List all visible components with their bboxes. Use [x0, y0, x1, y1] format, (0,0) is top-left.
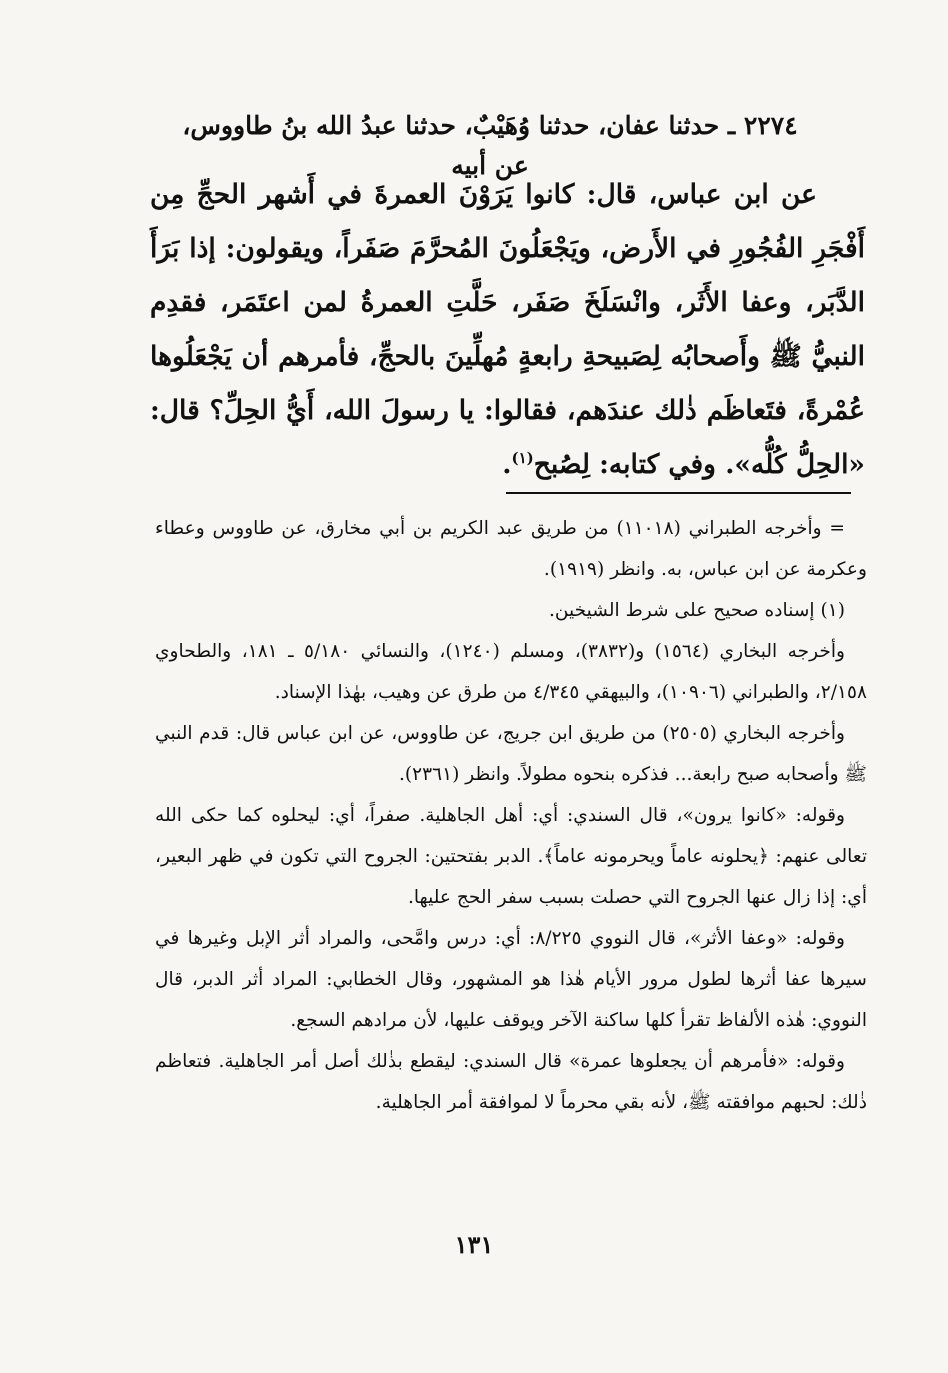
- footnote-separator: [506, 492, 851, 494]
- hadith-text: [150, 168, 865, 492]
- footnote-1-paragraph: وقوله: «كانوا يرون»، قال السندي: أي: أهل الجاهلية. صفراً، أي: ليحلوه كما حكى الله تعالى عنهم: ﴿يحلونه عاماً ويحرمونه عاماً﴾. الدبر بفتحتين: الجروح التي تكون في ظهر البعير، أي: إذا زال عنها الجروح التي حصلت بسبب سفر الحج عليها.: [155, 805, 867, 908]
- page-number: ١٣١: [454, 1230, 494, 1259]
- hadith-body: عن ابن عباس، قال: كانوا يَرَوْنَ العمرةَ في أَشهر الحجِّ مِن أَفْجَرِ الفُجُورِ في الأَرض، ويَجْعَلُونَ المُحرَّمَ صَفَراً، ويقولون: إذا بَرَأَ الدَّبَر، وعفا الأَثَر، وانْسَلَخَ صَفَر، حَلَّتِ العمرةُ لمن اعتَمَر، فقدِم النبيُّ ﷺ وأَصحابُه لِصَبيحةِ رابعةٍ مُهلِّينَ بالحجِّ، فأمرهم أن يَجْعَلُوها عُمْرةً، فتَعاظَم ذٰلك عندَهم، فقالوا: يا رسولَ الله، أَيُّ الحِلِّ؟ قال: «الحِلُّ كُلُّه». وفي كتابه: لِصُبح: [150, 179, 865, 480]
- footnote-1-paragraph: وأخرجه البخاري (٢٥٠٥) من طريق ابن جريج، عن طاووس، عن ابن عباس قال: قدم النبي ﷺ وأصحابه صبح رابعة... فذكره بنحوه مطولاً. وانظر (٢٣٦١).: [155, 723, 867, 785]
- footnote-1-paragraph: وقوله: «وعفا الأثر»، قال النووي ٨/٢٢٥: أي: درس وامَّحى، والمراد أثر الإبل وغيرها في سيرها عفا أثرها لطول مرور الأيام هٰذا هو المشهور، وقال الخطابي: المراد أثر الدبر، قال النووي: هٰذه الألفاظ تقرأ كلها ساكنة الآخر ويوقف عليها، لأن مرادهم السجع.: [155, 928, 867, 1031]
- footnote-1-paragraph: وأخرجه البخاري (١٥٦٤) و(٣٨٣٢)، ومسلم (١٢٤٠)، والنسائي ٥/١٨٠ ـ ١٨١، والطحاوي ٢/١٥٨، والطبراني (١٠٩٠٦)، والبيهقي ٤/٣٤٥ من طرق عن وهيب، بهٰذا الإسناد.: [155, 641, 867, 703]
- hadith-end: .: [502, 449, 512, 480]
- footnotes: [155, 508, 867, 1123]
- footnote-continuation: = وأخرجه الطبراني (١١٠١٨) من طريق عبد الكريم بن أبي مخارق، عن طاووس وعطاء وعكرمة عن ابن عباس، به. وانظر (١٩١٩).: [155, 518, 867, 580]
- hadith-heading: ٢٢٧٤ ـ حدثنا عفان، حدثنا وُهَيْبٌ، حدثنا عبدُ الله بنُ طاووس، عن أبيه: [182, 111, 798, 180]
- footnote-1-paragraph: وقوله: «فأمرهم أن يجعلوها عمرة» قال السندي: ليقطع بذٰلك أصل أمر الجاهلية. فتعاظم ذٰلك: لحبهم موافقته ﷺ، لأنه بقي محرماً لا لموافقة أمر الجاهلية.: [155, 1051, 867, 1113]
- footnote-1-title: (١) إسناده صحيح على شرط الشيخين.: [548, 600, 845, 621]
- hadith-paragraph: [150, 168, 865, 492]
- footnote-marker: (١): [511, 449, 534, 468]
